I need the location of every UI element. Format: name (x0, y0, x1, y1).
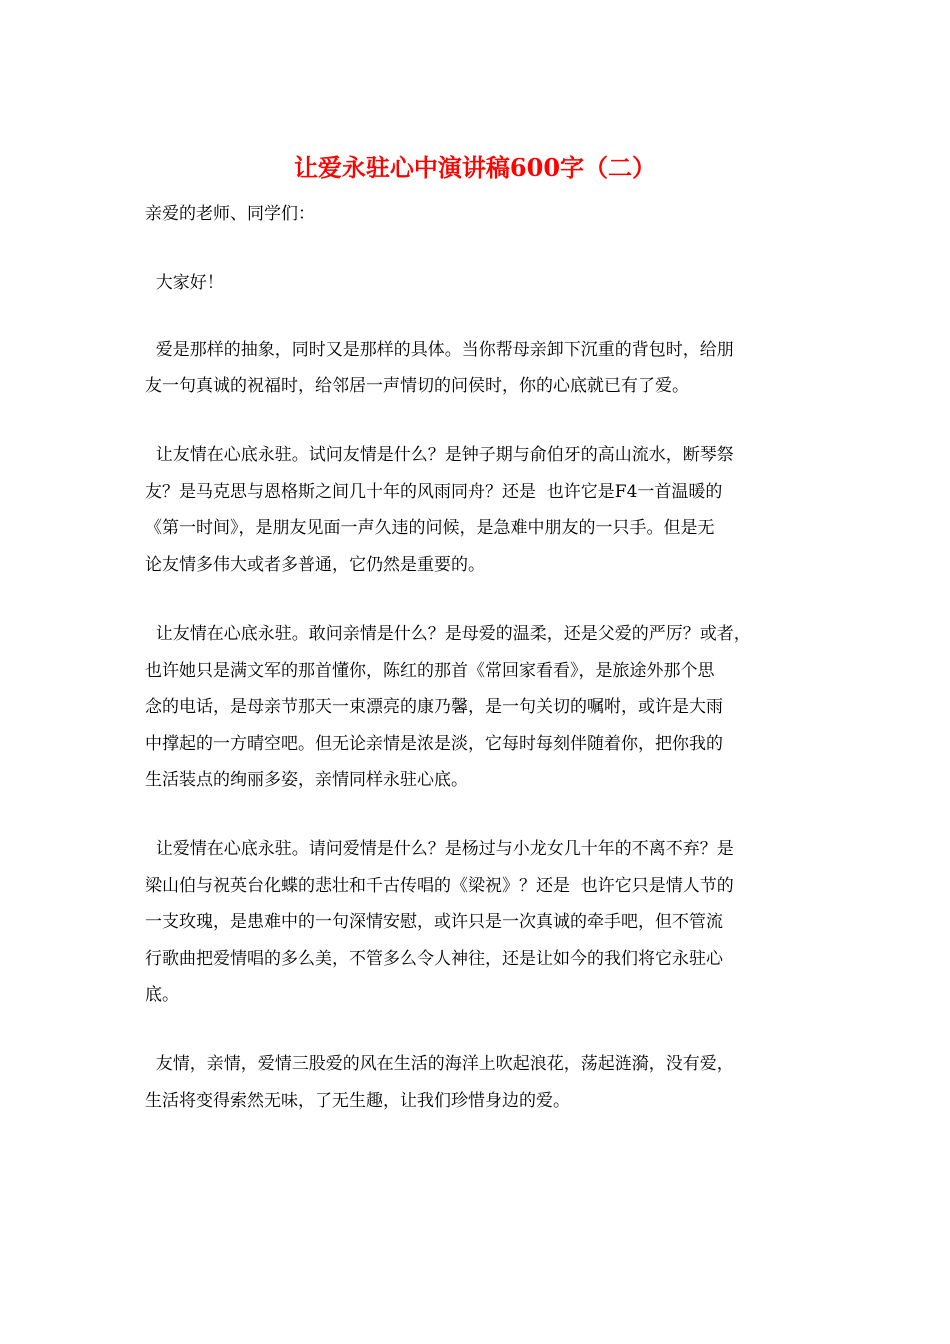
body-line: 也许她只是满文军的那首懂你，陈红的那首《常回家看看》，是旅途外那个思 (145, 661, 715, 681)
body-line: 中撑起的一方晴空吧。但无论亲情是浓是淡，它每时每刻伴随着你，把你我的 (145, 734, 723, 754)
body-line: 一支玫瑰，是患难中的一句深情安慰，或许只是一次真诚的牵手吧，但不管流 (145, 912, 723, 932)
body-line: 论友情多伟大或者多普通，它仍然是重要的。 (145, 555, 485, 575)
body-line: 行歌曲把爱情唱的多么美，不管多么令人神往，还是让如今的我们将它永驻心 (145, 949, 723, 969)
body-line: 梁山伯与祝英台化蝶的悲壮和千古传唱的《梁祝》？还是 也许它只是情人节的 (145, 876, 734, 896)
body-line: 底。 (145, 985, 179, 1005)
body-line: 生活将变得索然无味，了无生趣，让我们珍惜身边的爱。 (145, 1091, 570, 1111)
body-line: 友情，亲情，爱情三股爱的风在生活的海洋上吹起浪花，荡起涟漪，没有爱， (145, 1054, 734, 1074)
body-line: 爱是那样的抽象，同时又是那样的具体。当你帮母亲卸下沉重的背包时，给朋 (145, 340, 734, 360)
body-line: 友？是马克思与恩格斯之间几十年的风雨同舟？还是 也许它是F4一首温暖的 (145, 482, 723, 502)
body-line: 亲爱的老师、同学们： (145, 204, 315, 224)
body-line: 友一句真诚的祝福时，给邻居一声情切的问侯时，你的心底就已有了爱。 (145, 376, 689, 396)
document-title: 让爱永驻心中演讲稿600字（二） (293, 153, 657, 182)
body-line: 让爱情在心底永驻。请问爱情是什么？是杨过与小龙女几十年的不离不弃？是 (145, 839, 734, 859)
body-line: 大家好！ (145, 273, 224, 293)
body-line: 生活装点的绚丽多姿，亲情同样永驻心底。 (145, 770, 468, 790)
body-line: 念的电话，是母亲节那天一束漂亮的康乃馨，是一句关切的嘱咐，或许是大雨 (145, 697, 723, 717)
body-line: 让友情在心底永驻。敢问亲情是什么？是母爱的温柔，还是父爱的严厉？或者， (145, 624, 751, 644)
body-line: 《第一时间》，是朋友见面一声久违的问候，是急难中朋友的一只手。但是无 (145, 518, 715, 538)
body-line: 让友情在心底永驻。试问友情是什么？是钟子期与俞伯牙的高山流水，断琴祭 (145, 445, 734, 465)
